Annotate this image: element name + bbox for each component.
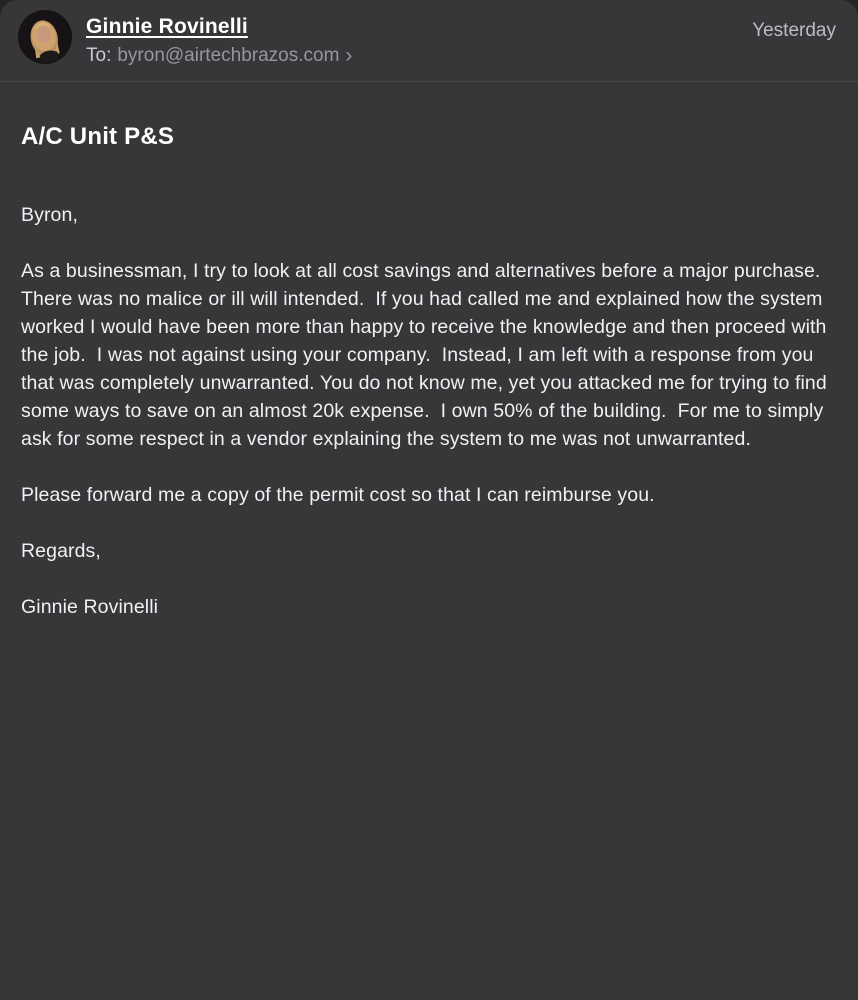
paragraph-request: Please forward me a copy of the permit cost so that I can reimburse you. bbox=[21, 484, 655, 506]
timestamp: Yesterday bbox=[752, 20, 836, 41]
closing-text: Regards, bbox=[21, 540, 101, 562]
message-header bbox=[0, 0, 858, 82]
recipient-row[interactable] bbox=[86, 44, 352, 67]
signature-text: Ginnie Rovinelli bbox=[21, 596, 159, 618]
message-body bbox=[0, 123, 858, 621]
paragraph-main: As a businessman, I try to look at all cost savings and alternatives before a major purchase. There was no malice or ill will intended. If you had called me and explained how the system worked I would have been more than happy to receive the knowledge and then proceed with the job. I was not against using your company. Instead, I am left with a response from you that was completely unwarranted. You do not know me, yet you attacked me for trying to find some ways to save on an almost 20k expense. I own 50% of the building. For me to simply ask for some respect in a vendor explaining the system to me was not unwarranted. bbox=[21, 260, 833, 450]
chevron-right-icon: › bbox=[345, 44, 353, 67]
sender-name-link[interactable]: Ginnie Rovinelli bbox=[86, 15, 248, 38]
to-label: To: bbox=[86, 45, 112, 66]
recipient-email: byron@airtechbrazos.com bbox=[117, 45, 340, 66]
subject-line: A/C Unit P&S bbox=[21, 123, 175, 150]
greeting-text: Byron, bbox=[21, 204, 78, 226]
sender-block bbox=[86, 15, 352, 67]
avatar-photo-icon bbox=[18, 10, 72, 64]
sender-avatar[interactable] bbox=[18, 10, 72, 64]
